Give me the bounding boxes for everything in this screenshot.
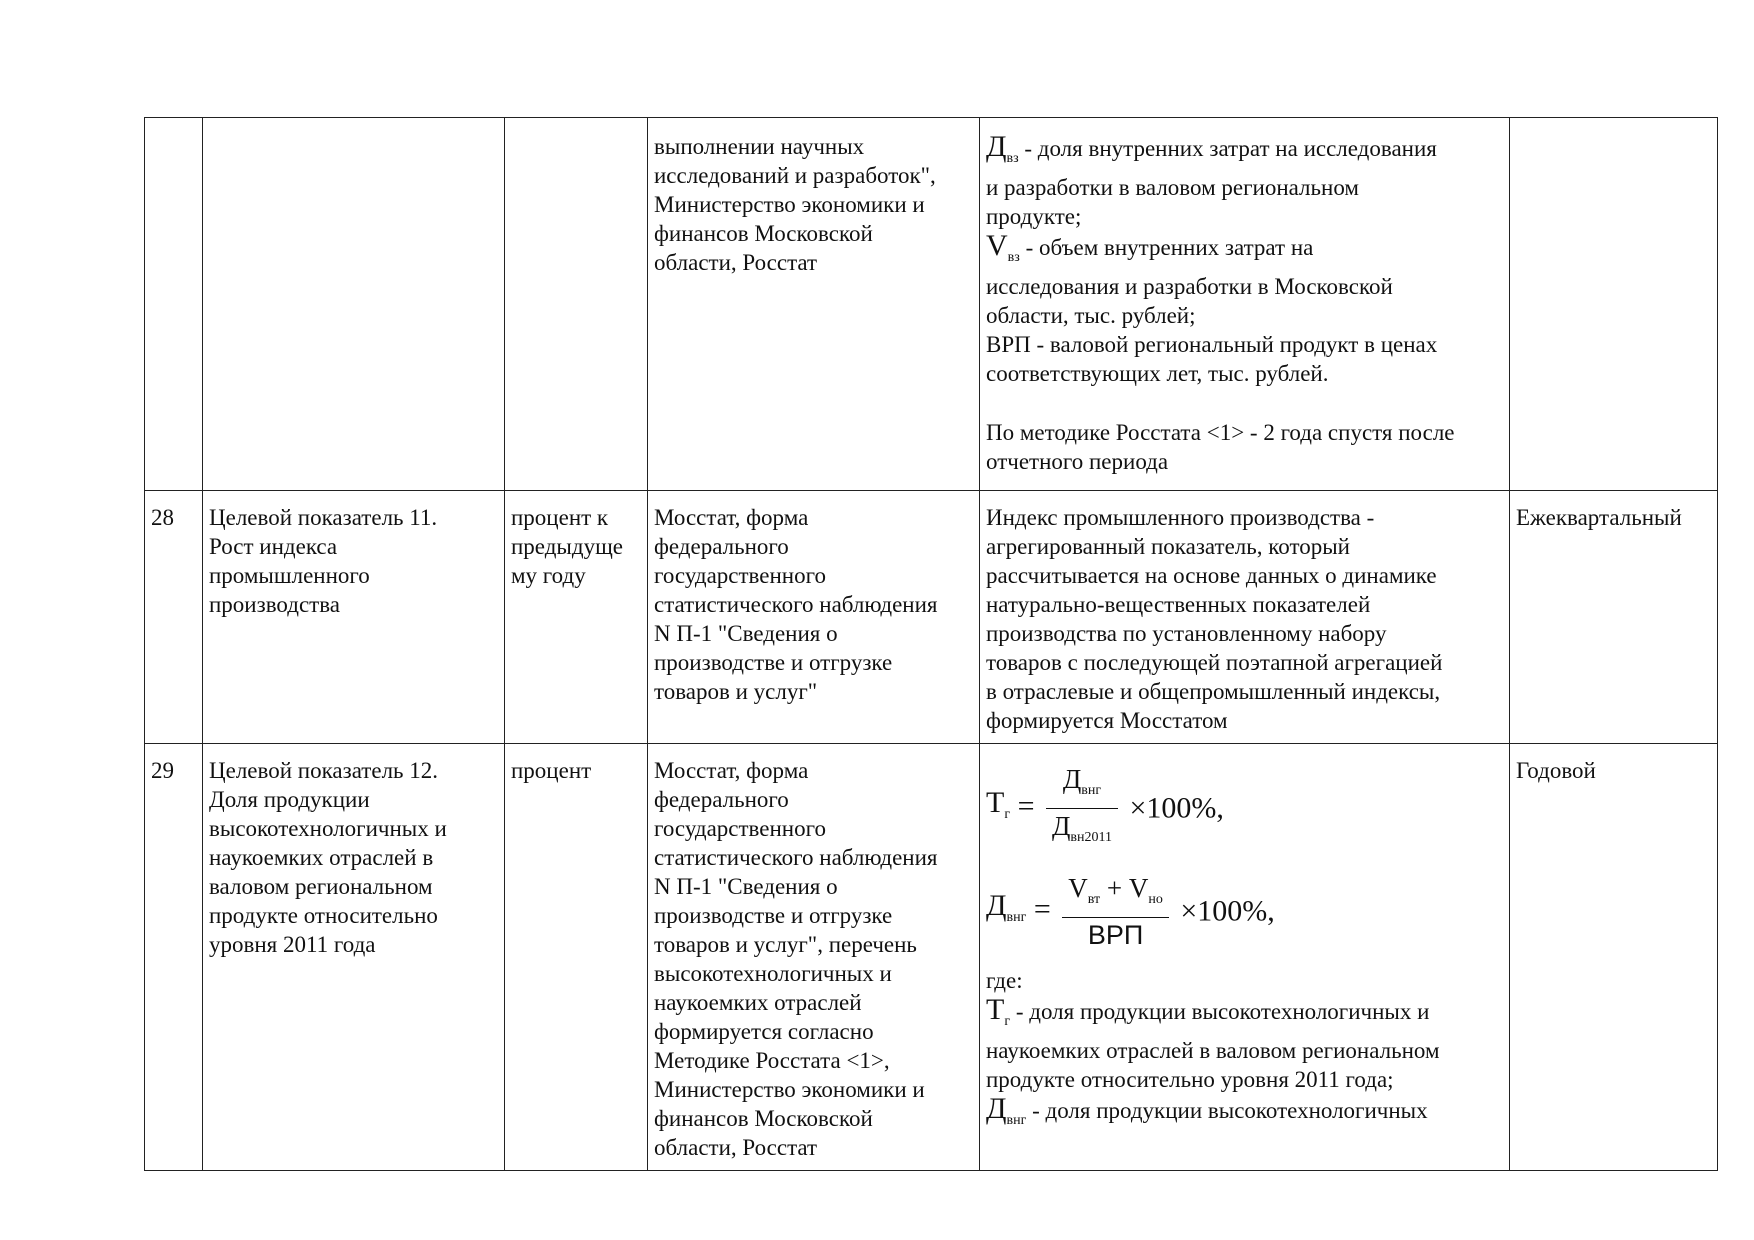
source-line: Мосстат, форма	[654, 758, 809, 783]
definition-line: и разработки в валовом региональном	[986, 175, 1359, 200]
unit-line: процент	[511, 758, 592, 783]
definition-line	[986, 132, 1503, 173]
source-line: исследований и разработок",	[654, 163, 936, 188]
row-number: 29	[151, 758, 174, 783]
unit-cell	[505, 744, 648, 1171]
method-line: натурально-вещественных показателей	[986, 592, 1371, 617]
formula-tg: $Т_г$ = $\frac{Д_{внг}}{Д_{вн2011}}$ ×100%,	[986, 762, 1503, 855]
indicator-name-line: валовом региональном	[209, 874, 433, 899]
source-line: государственного	[654, 816, 826, 841]
symbol-subscript: г	[1004, 1014, 1011, 1029]
indicator-name-cell	[203, 118, 505, 491]
source-line: высокотехнологичных и	[654, 961, 892, 986]
source-line: статистического наблюдения	[654, 845, 938, 870]
symbol-subscript: внг	[1006, 1113, 1027, 1128]
table-row	[145, 118, 1718, 491]
source-line: производстве и отгрузке	[654, 650, 893, 675]
definition-line: исследования и разработки в Московской	[986, 274, 1393, 299]
definition-line: наукоемких отраслей в валовом региональном	[986, 1038, 1440, 1063]
indicator-name-line: Целевой показатель 11.	[209, 505, 438, 530]
unit-cell	[505, 118, 648, 491]
indicator-name-cell	[203, 491, 505, 744]
period-cell	[1510, 491, 1718, 744]
source-cell	[648, 118, 980, 491]
definition-line: ВРП - валовой региональный продукт в ценах	[986, 332, 1438, 357]
source-line: товаров и услуг", перечень	[654, 932, 917, 957]
source-line: государственного	[654, 563, 826, 588]
table-row	[145, 744, 1718, 1171]
source-line: федерального	[654, 787, 789, 812]
source-line: области, Росстат	[654, 1135, 818, 1160]
method-cell	[980, 491, 1510, 744]
definition-line: области, тыс. рублей;	[986, 303, 1196, 328]
row-number-cell	[145, 744, 203, 1171]
formula-subscript: г	[1004, 806, 1011, 822]
formula-symbol: Д	[986, 888, 1007, 922]
formula-subscript: внг	[1006, 909, 1027, 925]
symbol: Т	[986, 993, 1005, 1026]
definition-line: соответствующих лет, тыс. рублей.	[986, 361, 1329, 386]
definition-line	[986, 995, 1503, 1036]
where-label: где:	[986, 968, 1023, 993]
source-line: N П-1 "Сведения о	[654, 874, 838, 899]
source-cell	[648, 491, 980, 744]
indicator-name-line: промышленного	[209, 563, 370, 588]
definition-line	[986, 1094, 1503, 1135]
definition-text: - доля продукции высокотехнологичных и	[1010, 999, 1430, 1024]
definition-text: - объем внутренних затрат на	[1019, 235, 1314, 260]
source-line: финансов Московской	[654, 1106, 873, 1131]
definition-line: продукте относительно уровня 2011 года;	[986, 1067, 1394, 1092]
source-line: наукоемких отраслей	[654, 990, 862, 1015]
indicator-name-line: производства	[209, 592, 340, 617]
period-value: Годовой	[1516, 758, 1596, 783]
note-line: отчетного периода	[986, 449, 1169, 474]
fraction	[1046, 762, 1118, 855]
row-number: 28	[151, 505, 174, 530]
definition-line: продукте;	[986, 204, 1082, 229]
indicator-name-line: продукте относительно	[209, 903, 438, 928]
fraction-numerator: $V_{вт} + V_{но}$	[1062, 871, 1169, 918]
period-cell	[1510, 118, 1718, 491]
unit-line: предыдуще	[511, 534, 623, 559]
symbol: Д	[986, 130, 1007, 163]
indicator-name-line: высокотехнологичных и	[209, 816, 447, 841]
indicator-name-line: Доля продукции	[209, 787, 370, 812]
period-value: Ежеквартальный	[1516, 505, 1682, 530]
definition-text: - доля внутренних затрат на исследования	[1018, 136, 1437, 161]
unit-line: процент к	[511, 505, 609, 530]
indicators-table	[144, 117, 1718, 1171]
method-line: в отраслевые и общепромышленный индексы,	[986, 679, 1441, 704]
indicator-name-line: Рост индекса	[209, 534, 338, 559]
fraction-numerator: $Д_{внг}$	[1046, 762, 1118, 809]
source-line: Министерство экономики и	[654, 1077, 925, 1102]
source-line: области, Росстат	[654, 250, 818, 275]
formula-tail: ×100%,	[1129, 791, 1224, 825]
source-line: производстве и отгрузке	[654, 903, 893, 928]
method-cell	[980, 744, 1510, 1171]
symbol-subscript: вз	[1007, 250, 1020, 265]
source-line: финансов Московской	[654, 221, 873, 246]
fraction-denominator: $Д_{вн2011}$	[1052, 811, 1113, 845]
indicator-name-line: Целевой показатель 12.	[209, 758, 439, 783]
row-number-cell	[145, 118, 203, 491]
unit-line: му году	[511, 563, 586, 588]
unit-cell	[505, 491, 648, 744]
indicator-name-line: уровня 2011 года	[209, 932, 376, 957]
method-line: формируется Мосстатом	[986, 708, 1228, 733]
indicator-name-line: наукоемких отраслей в	[209, 845, 434, 870]
formula-dvng: $Д_{внг}$ = $\frac{V_{вт} + V_{но}}{\text{ВРП}}$ ×100%,	[986, 873, 1275, 950]
source-line: федерального	[654, 534, 789, 559]
period-cell	[1510, 744, 1718, 1171]
row-number-cell	[145, 491, 203, 744]
fraction	[1062, 871, 1169, 952]
source-line: Методике Росстата <1>,	[654, 1048, 890, 1073]
formula-symbol: Т	[986, 785, 1005, 819]
table-row	[145, 491, 1718, 744]
source-line: статистического наблюдения	[654, 592, 938, 617]
source-line: Мосстат, форма	[654, 505, 809, 530]
method-line: рассчитывается на основе данных о динамике	[986, 563, 1437, 588]
source-cell	[648, 744, 980, 1171]
source-line: Министерство экономики и	[654, 192, 925, 217]
symbol-subscript: вз	[1006, 151, 1019, 166]
formula-tail: ×100%,	[1180, 894, 1275, 928]
definition-line	[986, 231, 1503, 272]
source-line: формируется согласно	[654, 1019, 874, 1044]
source-line: выполнении научных	[654, 134, 865, 159]
method-line: производства по установленному набору	[986, 621, 1387, 646]
source-line: товаров и услуг"	[654, 679, 818, 704]
fraction-denominator: ВРП	[1087, 920, 1144, 950]
source-line: N П-1 "Сведения о	[654, 621, 838, 646]
indicator-name-cell	[203, 744, 505, 1171]
method-line: агрегированный показатель, который	[986, 534, 1350, 559]
symbol: V	[986, 229, 1008, 262]
symbol: Д	[986, 1092, 1007, 1125]
method-line: товаров с последующей поэтапной агрегацией	[986, 650, 1443, 675]
definition-text: - доля продукции высокотехнологичных	[1026, 1098, 1428, 1123]
method-line: Индекс промышленного производства -	[986, 505, 1375, 530]
method-cell	[980, 118, 1510, 491]
note-line: По методике Росстата <1> - 2 года спустя после	[986, 420, 1455, 445]
